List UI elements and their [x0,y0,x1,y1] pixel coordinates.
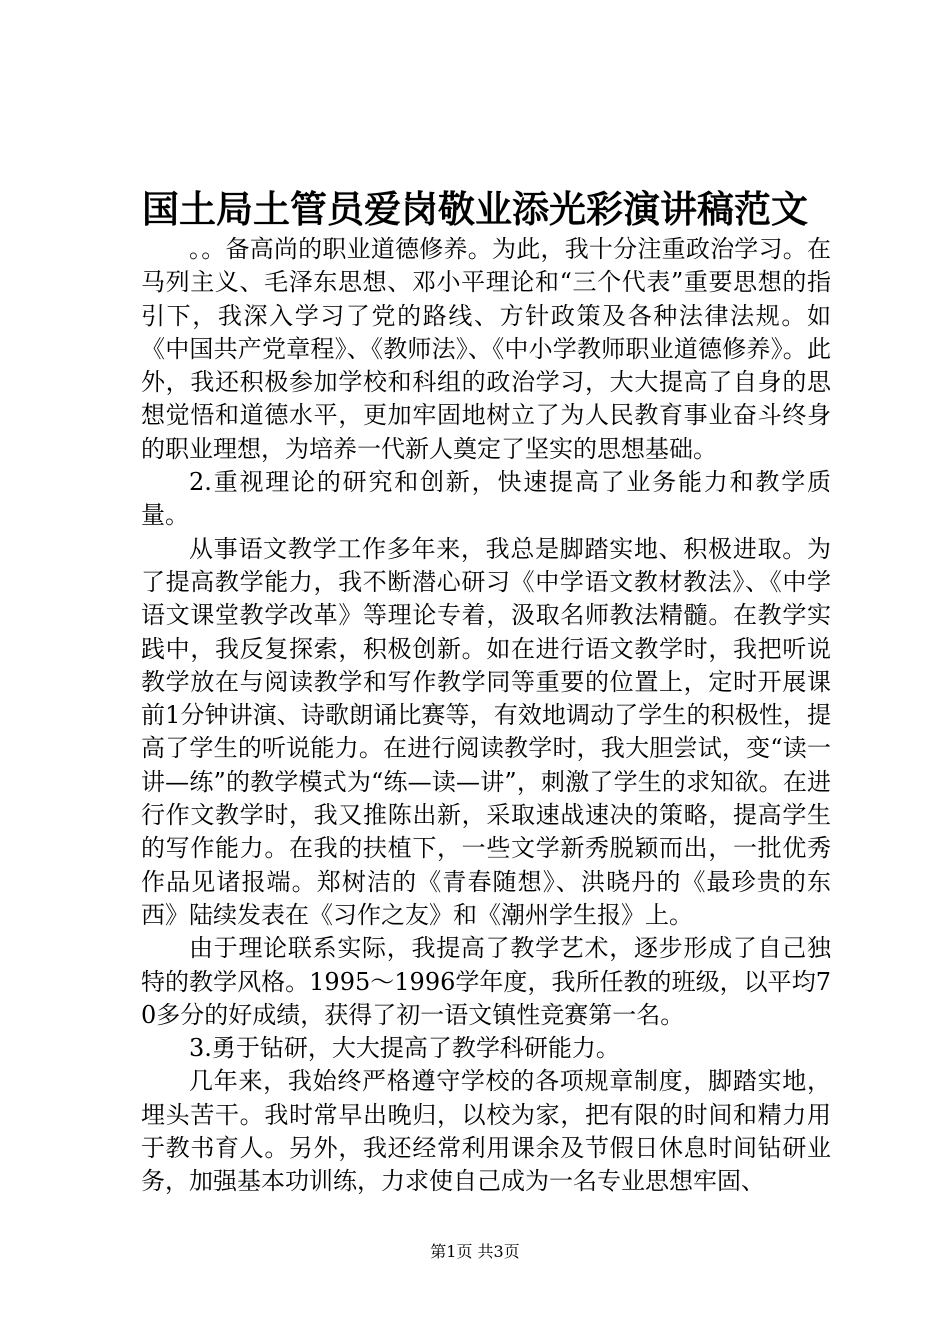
paragraph-4: 由于理论联系实际，我提高了教学艺术，逐步形成了自己独特的教学风格。1995～1996学年度，我所任教的班级，以平均70多分的好成绩，获得了初一语文镇性竞赛第一名。 [141,934,831,1029]
document-title: 国土局土管员爱岗敬业添光彩演讲稿范文 [142,188,808,231]
paragraph-5: 3.勇于钻研，大大提高了教学科研能力。 [189,1034,620,1063]
paragraph-3: 从事语文教学工作多年来，我总是脚踏实地、积极进取。为了提高教学能力，我不断潜心研习《中学语文教材教法》、《中学语文课堂教学改革》等理论专着，汲取名师教法精髓。在教学实践中，我反复探索，积极创新。如在进行语文教学时，我把听说教学放在与阅读教学和写作教学同等重要的位置上，定时开展课前1分钟讲演、诗歌朗诵比赛等，有效地调动了学生的积极性，提高了学生的听说能力。在进行阅读教学时，我大胆尝试，变“读一讲—练”的教学模式为“练—读—讲”，刺激了学生的求知欲。在进行作文教学时，我又推陈出新，采取速战速决的策略，提高学生的写作能力。在我的扶植下，一些文学新秀脱颖而出，一批优秀作品见诸报端。郑树洁的《青春随想》、洪晓丹的《最珍贵的东西》陆续发表在《习作之友》和《潮州学生报》上。 [141,534,831,929]
paragraph-6: 几年来，我始终严格遵守学校的各项规章制度，脚踏实地，埋头苦干。我时常早出晚归，以校为家，把有限的时间和精力用于教书育人。另外，我还经常利用课余及节假日休息时间钻研业务，加强基本功训练，力求使自己成为一名专业思想牢固、 [141,1067,831,1196]
document-body [141,233,831,1199]
page-number-footer: 第1页 共3页 [430,1242,520,1261]
paragraph-1: 。。备高尚的职业道德修养。为此，我十分注重政治学习。在马列主义、毛泽东思想、邓小平理论和“三个代表”重要思想的指引下，我深入学习了党的路线、方针政策及各种法律法规。如《中国共产党章程》、《教师法》、《中小学教师职业道德修养》。此外，我还积极参加学校和科组的政治学习，大大提高了自身的思想觉悟和道德水平，更加牢固地树立了为人民教育事业奋斗终身的职业理想，为培养一代新人奠定了坚实的思想基础。 [141,235,831,463]
paragraph-2: 2.重视理论的研究和创新，快速提高了业务能力和教学质量。 [141,468,831,530]
